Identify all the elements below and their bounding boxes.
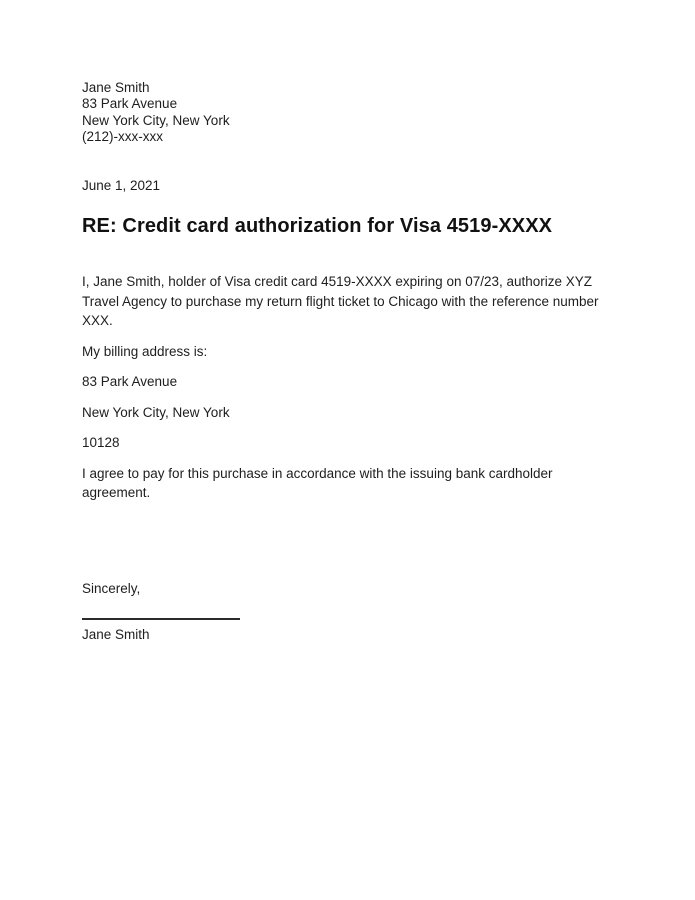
billing-address-line2: New York City, New York [82,404,230,420]
closing-line: Sincerely, [82,580,141,596]
billing-zip: 10128 [82,435,120,451]
signature-name: Jane Smith [82,627,150,643]
letter-date: June 1, 2021 [82,177,161,193]
billing-intro-line: My billing address is: [82,343,208,359]
sender-address-block [82,80,604,146]
closing-block [82,579,604,645]
authorization-paragraph: I, Jane Smith, holder of Visa credit card 4519-XXXX expiring on 07/23, authorize XYZ Travel Agency to purchase my return flight ticket to Chicago with the reference number XXX. [82,274,599,329]
sender-address-line2: New York City, New York [82,112,230,128]
sender-address-line1: 83 Park Avenue [82,96,178,112]
billing-address-line1: 83 Park Avenue [82,374,178,390]
agreement-paragraph: I agree to pay for this purchase in accordance with the issuing bank cardholder agreement. [82,465,553,501]
sender-phone: (212)-xxx-xxx [82,129,164,145]
sender-name: Jane Smith [82,80,150,95]
subject-heading: RE: Credit card authorization for Visa 4519-XXXX [82,215,553,238]
signature-line [82,618,240,620]
